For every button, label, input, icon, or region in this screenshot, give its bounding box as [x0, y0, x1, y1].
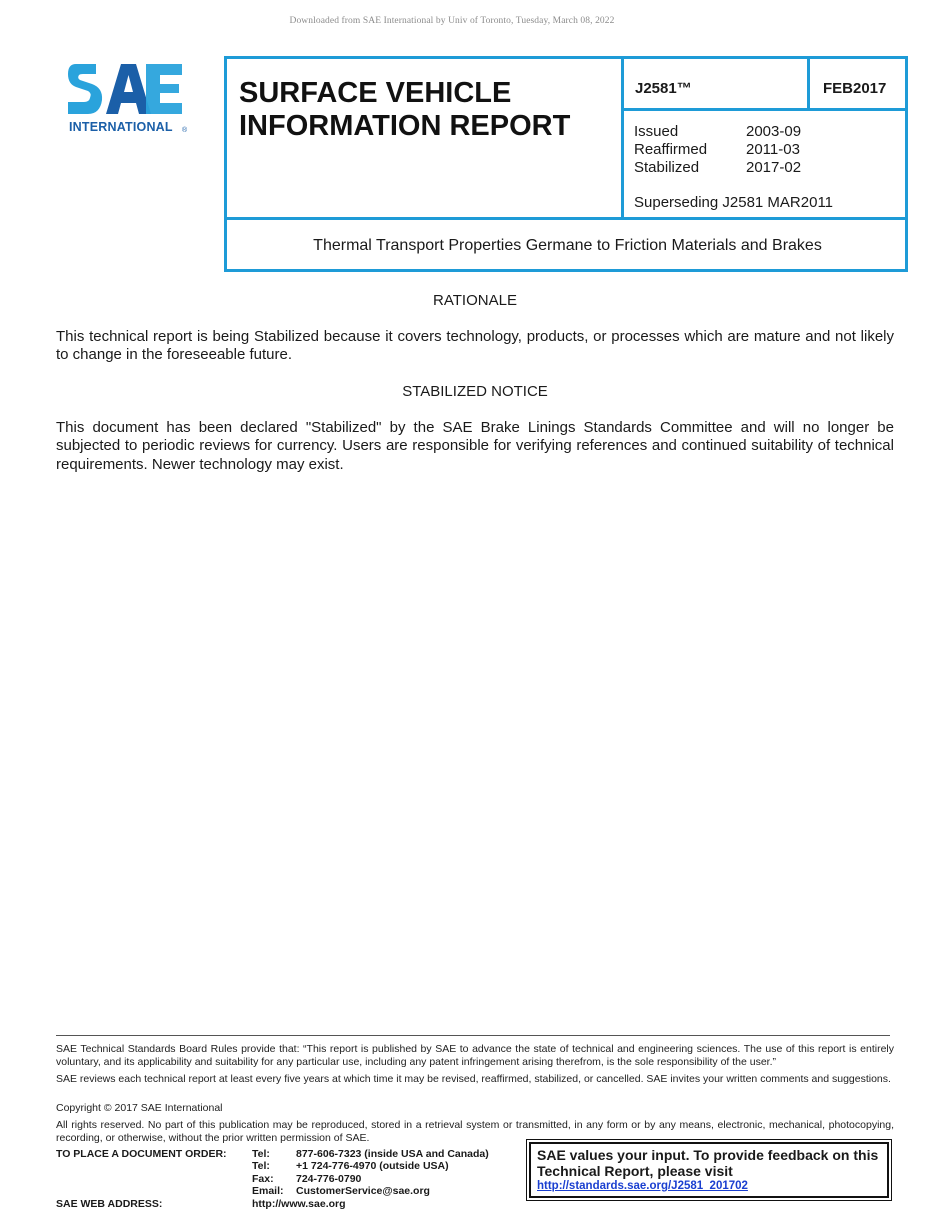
- issue-label: Reaffirmed: [634, 141, 708, 158]
- contact-email-link[interactable]: CustomerService@sae.org: [296, 1185, 430, 1198]
- contact-key: Fax:: [252, 1172, 274, 1185]
- web-address-label: SAE WEB ADDRESS:: [56, 1198, 163, 1210]
- footer-divider: [56, 1035, 890, 1036]
- review-policy: SAE reviews each technical report at least every five years at which time it may be revised, reaffirmed, stabilized, or cancelled. SAE invites your written comments and suggestions.: [56, 1073, 891, 1085]
- contact-key: Email:: [252, 1185, 284, 1198]
- contact-key: Tel:: [252, 1148, 270, 1160]
- document-number: J2581™: [635, 80, 692, 97]
- report-type-line1: SURFACE VEHICLE: [239, 77, 512, 109]
- contact-row: [252, 1148, 489, 1160]
- contact-key: Tel:: [252, 1160, 270, 1173]
- header-divider: [621, 108, 908, 111]
- standards-board-rules: SAE Technical Standards Board Rules provide that: “This report is published by SAE to advance the state of technical and engineering sciences. The use of this report is entirely voluntary, and its applicability and suitability for any particular use, including any patent infringement arising therefrom, is the sole responsibility of the user.”: [56, 1043, 894, 1068]
- report-type-line2: INFORMATION REPORT: [239, 110, 571, 142]
- issue-value: 2003-09: [746, 123, 802, 140]
- feedback-text: SAE values your input. To provide feedback on this Technical Report, please visit: [537, 1147, 879, 1179]
- document-subject: Thermal Transport Properties Germane to Friction Materials and Brakes: [313, 237, 822, 254]
- contact-value: 724-776-0790: [296, 1172, 362, 1185]
- issue-row-issued: [634, 123, 801, 141]
- issue-row-reaffirmed: [634, 141, 801, 159]
- contact-row: [252, 1173, 489, 1185]
- document-date: FEB2017: [823, 80, 887, 97]
- copyright-line: Copyright © 2017 SAE International: [56, 1102, 223, 1114]
- web-address-link[interactable]: http://www.sae.org: [252, 1198, 346, 1210]
- header-divider: [621, 59, 624, 220]
- contact-value: +1 724-776-4970 (outside USA): [296, 1160, 449, 1173]
- feedback-box-inner: [529, 1142, 889, 1198]
- report-type-title: [239, 77, 609, 143]
- rationale-paragraph: This technical report is being Stabilized because it covers technology, products, or processes which are mature and not likely to change in the foreseeable future.: [56, 328, 894, 364]
- contact-row: [252, 1185, 489, 1197]
- svg-text:®: ®: [182, 127, 188, 134]
- issue-value: 2017-02: [746, 159, 802, 176]
- rationale-heading: RATIONALE: [433, 292, 517, 309]
- order-label: TO PLACE A DOCUMENT ORDER:: [56, 1148, 227, 1160]
- issue-label: Issued: [634, 123, 679, 140]
- feedback-box: [526, 1139, 892, 1201]
- stabilized-notice-paragraph: This document has been declared "Stabilized" by the SAE Brake Linings Standards Committee and will no longer be subjected to periodic reviews for currency. Users are responsible for verifying references and continued suitability of technical requirements. Newer technology may exist.: [56, 419, 894, 473]
- contact-value: 877-606-7323 (inside USA and Canada): [296, 1148, 489, 1160]
- report-header-box: [224, 56, 908, 272]
- sae-mark: [68, 64, 182, 114]
- sae-international-logo: [66, 60, 192, 136]
- header-divider: [807, 59, 810, 111]
- svg-text:INTERNATIONAL: INTERNATIONAL: [69, 120, 173, 134]
- rights-statement: All rights reserved. No part of this publication may be reproduced, stored in a retrieval system or transmitted, in any form or by any means, electronic, mechanical, photocopying, recording, or otherwise, without the prior written permission of SAE.: [56, 1119, 894, 1144]
- order-contacts: [252, 1148, 489, 1198]
- header-divider: [227, 217, 908, 220]
- superseding-note: Superseding J2581 MAR2011: [634, 194, 834, 211]
- feedback-link[interactable]: http://standards.sae.org/J2581_201702: [537, 1180, 748, 1192]
- contact-row: [252, 1160, 489, 1172]
- issue-label: Stabilized: [634, 159, 700, 176]
- stabilized-notice-heading: STABILIZED NOTICE: [402, 383, 548, 400]
- issue-row-stabilized: [634, 159, 801, 177]
- download-watermark: Downloaded from SAE International by Univ of Toronto, Tuesday, March 08, 2022: [289, 16, 615, 26]
- issue-history: [634, 123, 801, 177]
- issue-value: 2011-03: [746, 141, 800, 158]
